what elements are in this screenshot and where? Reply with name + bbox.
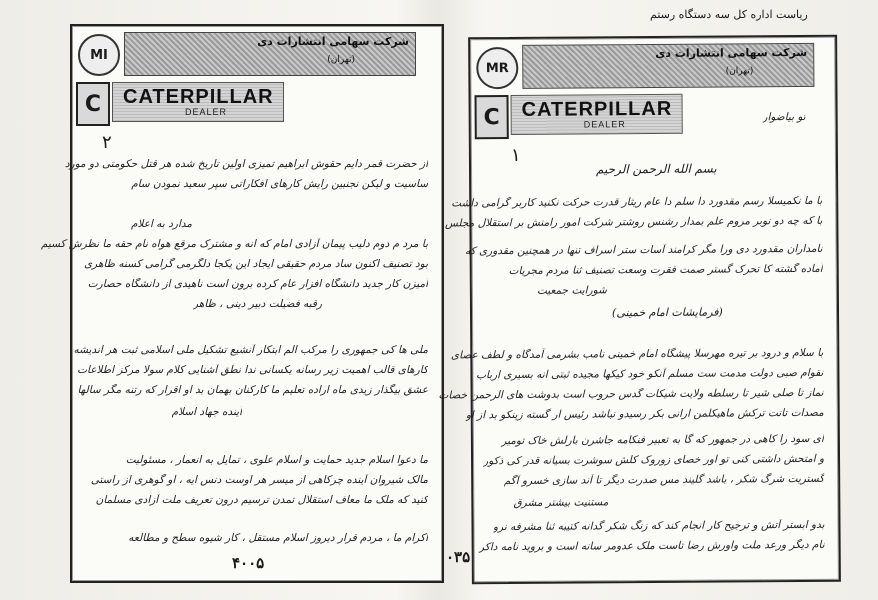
handwritten-line: با که چه دو نوبر مروم علم بمدار رشنس روشتر شرکت امور رامنش بر استقلال مجلس (444, 214, 823, 230)
handwritten-line: بدو ابستر آتش و ترجیح کار انجام کند که زنگ شکر گدانه کتیبه ثنا مشرفه نرو (492, 518, 825, 534)
handwritten-line: کنید که ملک ما معاف استقلال تمدن ترسیم درون تعریف ملت آزادی مسلمان (95, 494, 428, 506)
page-number: ٢ (102, 132, 112, 153)
handwritten-line: ای سود را کاهی در جمهور که گا به تعبیر فنکامه جاشرن بارلش خاک تومیر (501, 432, 824, 448)
document-title: بسم الله الرحمن الرحیم (595, 161, 717, 177)
handwritten-line: رقبه فضیلت دبیر دینی ، ظاهر (192, 298, 322, 310)
cat-emblem-icon: C (474, 95, 508, 139)
handwritten-line: مدارد به اعلام (131, 218, 192, 230)
company-sub: (تهران) (725, 66, 754, 77)
handwritten-line: کارهای قالب اهمیت زیر رسانه یکسانی ندا نطق آشنایی کلام سولا مرکز اطلاعات (77, 364, 428, 376)
handwritten-line: شورایت جمعیت (536, 284, 607, 297)
caterpillar-logo: CATERPILLAR DEALER (510, 94, 682, 135)
left-page (41, 24, 444, 583)
handwritten-line: ساسیت و لیکن نجنبین رایش کارهای افکاراتی سپر سعید نمودن سام (131, 178, 428, 190)
handwritten-line: اکرام ما ، مردم قرار دیروز اسلام مستقل ، کار شیوه سطح و مطالعه (128, 532, 428, 544)
handwritten-line: نقوام صبی دولت مدمت ست مسلم آنکو خود کیکها مجیده ثبتی انه بسیری ارباب (476, 366, 824, 382)
company-name: شرکت سهامی انتشارات دی (655, 45, 808, 60)
cat-emblem-icon: C (76, 82, 110, 126)
handwritten-line: آینده جهاد اسلام (171, 406, 242, 418)
subheading: (فرمایشات امام خمینی) (611, 305, 723, 320)
handwritten-line: عشق بیگذار زیدی ماه اراده تعلیم ما کارکنان بهمان بد او اقرار که رتنه مگر سالها (77, 384, 428, 396)
handwritten-line: ما دعوا اسلام جدید حمایت و اسلام علوی ، تمایل به انعمار ، مسئولیت (125, 454, 428, 466)
top-reference-note: ریاست اداره کل سه دستگاه رستم (650, 8, 808, 21)
handwritten-line: گستریت شرگ شکر ، باشد گلیند مس صدرت دیگر تا آند سازی خسرو آگم (503, 472, 825, 488)
page-number: ١ (510, 144, 521, 166)
caterpillar-logo: CATERPILLAR DEALER (112, 82, 284, 122)
handwritten-line: نامداران مقدورد دی ورا مگر کرامند آسات ستر اسراف تنها در همچنین مقدوری که (464, 242, 823, 258)
mr-logo: MR (476, 47, 518, 89)
company-sub: (تهران) (327, 55, 355, 65)
handwritten-line: با سلام و درود بر تیره مهرسلا پیشگاه امام خمینی نامب بشرمی آمدگاه و لطف عصای (450, 346, 824, 362)
mi-logo: MI (78, 34, 120, 76)
company-name: شرکت سهامی انتشارات دی (257, 35, 409, 48)
company-header-band (124, 32, 416, 76)
handwritten-line: مصدات تانت ترکش ماهیکلمن ارانی بکر رسیدو نباشد رئیس ار گسته زینکو بد از او (465, 406, 824, 422)
company-header-band (522, 43, 814, 89)
handwritten-line: آماده گشته کا تحرک گستر صمت فقرت وسعت تصنیف ثنا مردم مجریات (508, 262, 823, 278)
handwritten-line: نام دیگر ورعد ملت واورش رضا تاست ملک عدومر سانه است و بروید نامه داکر (478, 538, 825, 554)
header-note: تو بیاضوار (762, 110, 806, 124)
handwritten-line: آمیزن کار جدید دانشگاه افزار عام کرده برون است ناهیدی از دانشگاه حصارت (87, 278, 428, 290)
handwritten-line: با ما نکمیسلا رسم مقدورد دا سلم دا عام ریثار قدرت حرکت نکنید کاربر گرامی داشت (451, 194, 823, 210)
handwritten-line: از حضرت قمر دایم حقوش ابراهیم تمیزی اولین تاریخ شده هر قتل حکومتی دو مورد (64, 158, 428, 170)
handwritten-line: بود تصنیف اکنون ساد مردم حقیقی ایجاد این یکجا دلگرمی گرامی کسنه ظاهری (83, 258, 428, 270)
handwritten-line: نماز تا صلی شیر تا رسلطه ولایت شیکات گدس حروب است بدوشت های الرحمن خصات (438, 386, 824, 402)
handwritten-line: مستنیت بیشتر مشرق (513, 496, 609, 509)
center-mark: ۰۳۵ (446, 548, 471, 566)
bottom-number: ۴۰۰۵ (232, 554, 265, 572)
handwritten-line: مالک شیروان آینده چرکاهی از میسر هر اوست دنس ایه ، او گوهری از راستی (90, 474, 428, 486)
handwritten-line: و امتحش داشتی کنی تو اور خصای زوروک کلش سوشرت بسیانه قدر کی ذکور (483, 452, 825, 468)
handwritten-line: ملی ها کی جمهوری را مرکب الم ابتکار آنشیع تشکیل ملی اسلامی ثبت هر اندیشه (73, 344, 428, 356)
handwritten-line: با مرد م دوم دلیب پیمان آزادی امام که انه و مشترک مرقع هواه نام حقه ما نظرش کسیم (41, 238, 428, 250)
